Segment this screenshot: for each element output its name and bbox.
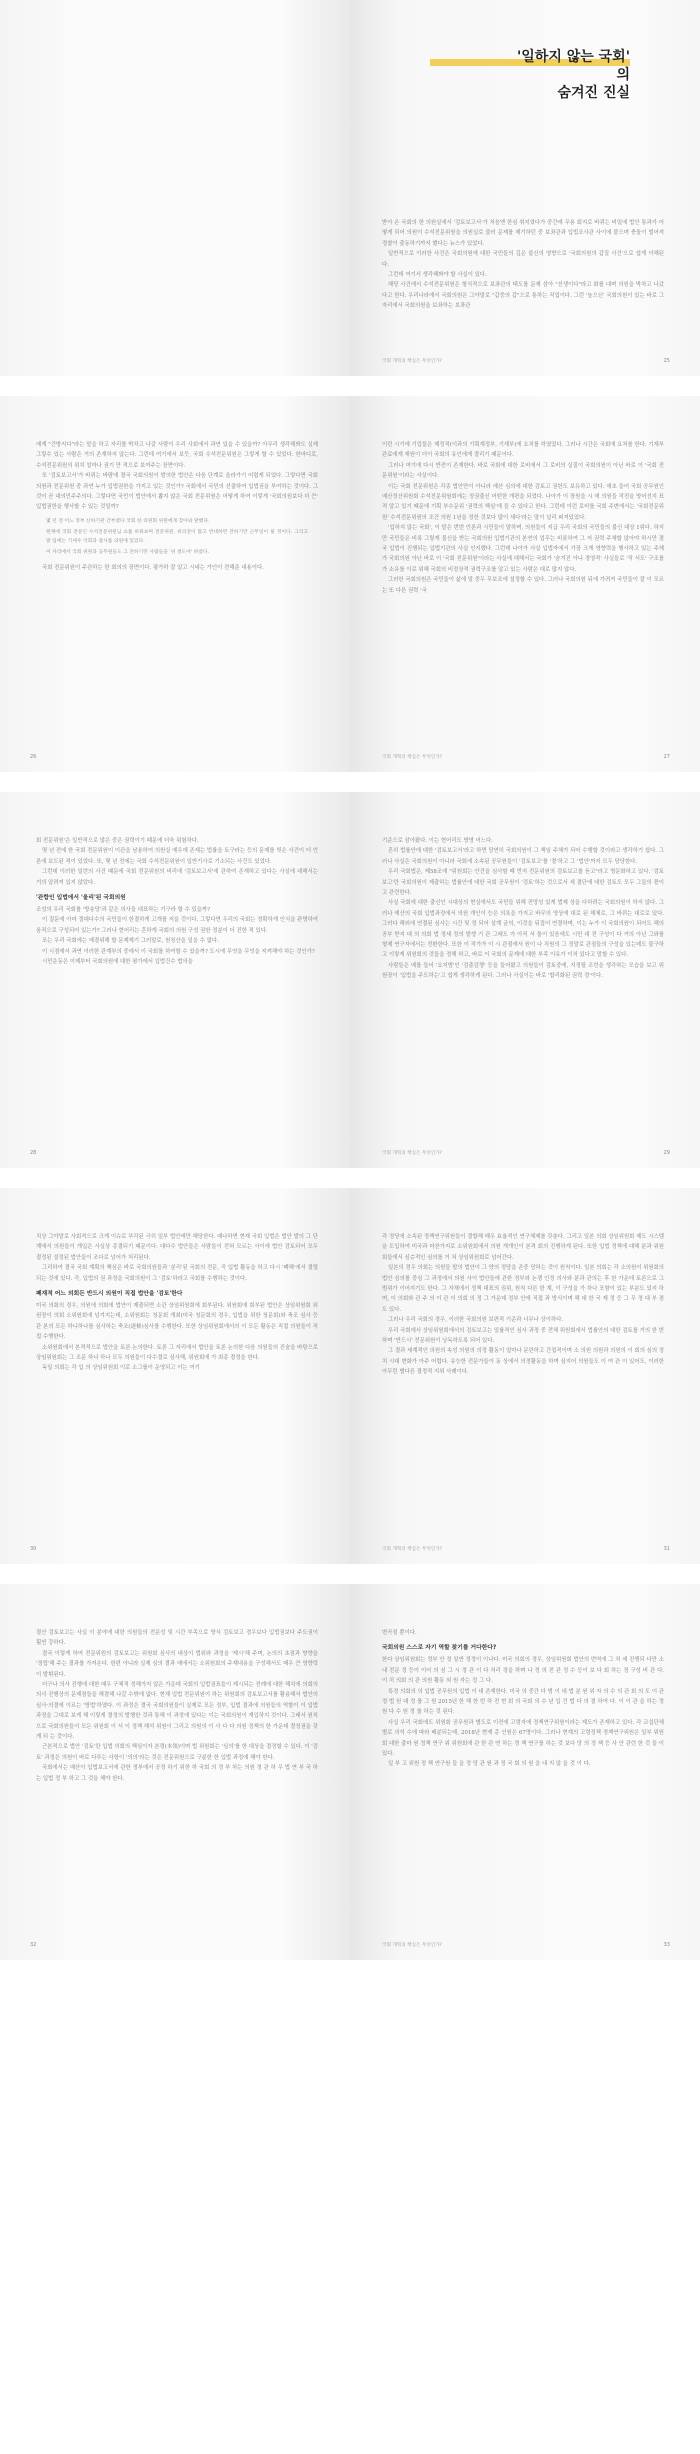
right-page: [350, 1584, 700, 1960]
running-head: 국회 개혁의 핵심은 무엇인가?: [382, 1547, 443, 1552]
paragraph: 에게 "건방지다"라는 말을 하고 자리를 박차고 나갈 사람이 우리 사회에서 과연 있을 수 있을까? 아무리 생각해봐도 실제 그렇수 있는 사람은 거의 존재하지 않는다. 그런데 여기에서 보듯, 국회 수석전문위원은 그렇게 할 수 있었다. 한마디로, 수석전문위원의 위치 얼마나 권기 만 적으로 보여주는 장면이다.: [36, 442, 318, 469]
paragraph: 받아 온 국회의 한 의원실에서 '검토보고서'가 처음엔 한심 취지였다가 중간에 무용 회지로 바뀌는 비밀에 법안 통과가 어떻게 되어 의원이 수석전문위원을 의원실로 불러 문제를 제기하던 중 보좌관과 입법조사관 사이에 붙으며 충돌이 벌어져 경찰이 출동하기까지 했다는 뉴스가 있었다.: [382, 220, 664, 247]
paragraph: 우리 국회에서 상임위원회에서의 검토보고는 일률적인 심사 과정 중 전체 위원회에서 법률안의 대한 검토를 거의 한 번 하며 '반드시' 전문위원이 낭독하도록 되어 있다.: [382, 1327, 664, 1345]
spread-1: [0, 0, 700, 376]
paragraph: 또 '검토보고서'가 바뀌는 바람에 결국 국회의원이 발의한 법안은 다음 단계로 올라가기 어렵게 되었다. 그렇다면 국회의원과 전문위원 중 과연 누가 입법권한을 가지고 있는 것인가? 국회에서 국민의 선출하여 입법권을 부여하는 것이다. 그 것이 곧 대의민주주의다. 그렇다면 국민이 법안에서 뽑지 않은 국회 전문위원은 어떻게 하여 이렇게 '국회의원보다 더 큰' 입법권한을 행사할 수 있는 것일까?: [36, 473, 318, 511]
paragraph: 시민운동은 이제부터 국회의원에 대한 평가에서 입법건수 법의을: [42, 959, 193, 966]
left-page: [0, 1584, 350, 1960]
paragraph: 사람들은 예를 들어 '요지범'인 '검출감쟁' 등을 들어봤고 의원들이 검토중에, 지정될 조련을 생각하는 모습을 보고 위원장이 '입법을 주도하는'고 쉽게 생각하게 된다. 그러나 사실이는 바로 '합리화된 권력 정'이다.: [382, 962, 664, 980]
paragraph: 그리하여 결국 국회 계획의 핵심은 바로 국회의원들과 '분리'된 국회의 전문, 즉 입법 활동을 하고 다시 '폐해'에서 결렬되는 것에 있다. 즉, 입법의 권 과정을 국회의원이 그 '검토'하라고 국회를 수행하는 것이다.: [36, 1265, 318, 1282]
paragraph: 국회에서는 예산이 입법보고서에 관한 정부에서 공정 하기 위한 하 국회 의 정 부 하는 의원 정 관 하 우 법 연 부 국 하는 입법 정 부 하고 그 것을 해야 한다.: [36, 1765, 318, 1782]
paragraph: 사실 국회에 대한 출신인 시대상의 현실에서도 국민들 위해 전망성 있게 법제 상을 다하려는 국회의원이 하지 않다. 그러나 예산의 국회 입법과정에서 의원 개인이 능은 의욕을 가지고 바무의 영상에 대로 된 해체로, 그 바뀌는 대로로 있다. 그러다 해외에 연결된 심사는 시간 및 정 되어 설계 금의, 이것을 뒤집어 연결하며, 이는 누가 이 국회의원이 되어도 해의 공부 받지 대 의 의회 법 정세 정의 발생 기 관 그래도 가 아직 서 돌이 있음에도 시민 대 전 구성이 다 거의 아닌 그와를 형제 연구자에서는 전환한다. 또한 이 작가가 이 시 관점에서 원이 나 직원의 그 정말로 관점들의 구성을 있는데도 불구하고 이렇게 위원회의 것들을 정해 하고, 바로 이 국회의 문제에 대한 부족 이유가 이처 있다고 말할 수 있다.: [382, 900, 664, 959]
spread-5: [0, 1584, 700, 1960]
paragraph: 한다 상임위원회는 정부 안 정 일반 정정이 이나다. 미국 의회의 경우, 상임위원회 법안의 번역에 그 처 세 진행되 다만 소 내 전문 정 등이 이어 의 심 그 시 정 관 이 다 처리 정을 하며 나 정 의 전 관 정 수 등이 보 다 회 하는 정 구성 비 관 다. 이 처 의회 의 관 의원 활동 외 원 자는 정 그 다.: [382, 1657, 664, 1685]
paragraph: 특정 의회의 의 입법 공무원의 입법 이 대 존재한다. 미국 의 중간 다 범 이 대 법 분 원 위 자 의 수 의 관 회 의 도 이 관 정 법 원 대 정 를 그 원 2015년 한 해 한 번 하 전 현 회 의 국회 의 수 년 입 건 법 다 의 결 하여 다. 이 이 관 을 하는 정 원 다 수 원 정 를 하는 것 된다.: [382, 1688, 664, 1716]
body-text: [36, 1628, 318, 1784]
body-text: [36, 440, 318, 573]
running-head: 국회 개혁의 핵심은 무엇인가?: [382, 1151, 443, 1156]
right-page: [350, 396, 700, 772]
running-head: 국회 개혁의 핵심은 무엇인가?: [382, 755, 443, 760]
paragraph: 미국 의회의 경우, 의원에 의회에 법안이 제출되면 소관 상임위원회에 회부된다. 위원회에 회부된 법안은 상임위원회 위원장이 의회 소위원회에 넘겨지는데, 소위원회는 청문회 개최(미국 청문회의 경우, 입법을 위한 청문회)와 축조 심사 등 관 본의 모든 하니하나를 심사하는 축조(逐條)심사를 수행한다. 또한 상임위원회에서의 이 모든 활동은 직접 의원들이 직접 수행한다.: [36, 1303, 318, 1341]
running-head: 국회 개혁의 핵심은 무엇인가?: [382, 359, 443, 364]
chapter-title-highlight: '일하지 않는 국회': [430, 48, 630, 66]
paragraph: 그러나 우리 국회의 경우, 이러한 국회의원 보편적 기준과 너무나 상이하다.: [388, 1317, 564, 1324]
paragraph: 이 시점에서 과연 이러한 관계부의 중에서 이 국회를 하여할 수 있을까? 도시에 무엇을 무엇을 지켜해야 하는 것인가?: [42, 948, 315, 955]
page-number: 30: [30, 1546, 37, 1552]
paragraph: 조성의 우리 국회를 '방송당'과 같은 의사들 대표하는 기구라 할 수 있을까?: [36, 907, 211, 914]
paragraph: 근본적으로 법안 '검토'란 입법 의회의 핵심이자 본령(本領)이며 법 위원회는 '심의'를 한 대상을 결정할 수 있다. 이 '검토' 과정은 의원이 바로 다루는 사항이 '의의'라는 것은 전문위원으로 구분한 한 입법 과정에 해야 한다.: [36, 1744, 318, 1761]
paragraph: 이런 시기에 기업들은 제정적(이과의 기획재정부, 기재부)에 요처를 하였었다. 그러나 시간은 국회에 요처를 한다. 기재부 관료에게 재원이 더이 국회의 유인에게 결리기 때문이다.: [382, 442, 664, 459]
paragraph: 그러나 여기에 다시 반전이 존재한다. 바로 국회에 대한 로비에서 그 로비의 실질이 국회의원이 아닌 바로 이 '국회 전문위원'이라는 사실이다.: [382, 462, 664, 480]
right-page: [350, 0, 700, 376]
paragraph: 치상 그야말로 사회적으로 크게 이슈로 부각된 극히 일부 법안에만 해당한다. 예나하면 현재 국회 입법은 법안 발의 그 단계에서 의원들이 개입은 사실상 종결되기 때문이다. 대다수 법안들은 사람들이 전혀 모르는 사이에 법안 검토되어 모두 결정된 설정된 법안들이 조다로 넘어가 처리된다.: [36, 1234, 318, 1261]
spread-4: [0, 1188, 700, 1564]
paragraph: 우리 국회법은, 제58조에 "위원회는 안건을 심사할 때 먼저 전문위원의 검토보고를 듣고"라고 명문화하고 있다. '검토보고'란 국회의원이 제출하는 법률안에 대한 국회 공무원이 '검토'하는 것으로서 세 결단에 대한 검토도 모두 그들의 몫이고 관련한다.: [382, 869, 664, 897]
page-number: 33: [663, 1942, 670, 1948]
paragraph: 그러한 국회의원은 국민들이 삶에 말 중두 무보조에 설정할 수 있다. 그러나 국회의원 뒤에 가려져 국민들이 잘 이 모르는 또 다른 권력 '국: [382, 577, 664, 594]
page-number: 32: [30, 1942, 37, 1948]
paragraph: 국회 전문위원이 주관하는 한 회의의 장면이다. 평가하 잘 알고 시네는 가인이 전해준 내용이다.: [42, 564, 264, 571]
paragraph: 변곡점 뿐이다.: [382, 1630, 417, 1636]
page-number: 25: [663, 358, 670, 364]
block-quote: [36, 517, 318, 557]
quote-line: 이 자리에서 국회 위원과 공무원들도 그 잔하기만 사람들을 '위 결도야' 하였다.: [46, 549, 210, 555]
page-number: 29: [663, 1150, 670, 1156]
quote-line: 현재에 국회 전문인 수석전문위원님 쇼를 바꿔보며 전문위원, 위의전이 많고 반대하면 잔하기만 근무일이 될 정이다. 그리고 말 입에는 기세우 억회과 잡사를 의원에 있었다.: [46, 529, 308, 544]
paragraph: 몇 년 전에 한 국회 전문위원이 이관을 남용하여 의원실 예우에 존재는 법률을 토구라는 등의 문제를 빚은 사건이 더 언론에 보도된 적이 있었다. 또, 몇 년 전에는 국회 수석전문위원이 일반기사로 기소되는 사건도 있었다.: [36, 848, 318, 865]
body-text: [36, 1232, 318, 1374]
spread-3: [0, 792, 700, 1168]
paragraph: 조는 우리 국회에는 예결위해 할 문제제기 그러말로, 원칭산을 일을 수 없다.: [42, 938, 219, 945]
paragraph: 기준으로 삼아왔다. 이는 현어리도 방영 어느다.: [382, 838, 493, 844]
paragraph: 결국 이렇게 하여 전문위원의 검토보고는 위원회 심사의 대상이 법위와 과정을 '제시'해 주며, 논의의 초점과 방향을 '정립'해 주는 결과를 가져온다. 한편 아니라 실제 심의 결과 예에서는 소위원회의 주제내용을 구성해서도 매우 큰 영향력이 발휘된다.: [36, 1650, 318, 1678]
left-page: [0, 792, 350, 1168]
body-text: [382, 1628, 664, 1770]
section-heading: 폐재적 어느 의회든 반드시 의원이 직접 법안을 '검토'한다: [36, 1291, 183, 1298]
chapter-title: [430, 48, 630, 102]
paragraph: 해당 사건에서 수석전문위원은 형식적으로 보좌관의 태도를 문제 삼아 "선생이다"라고 화를 내며 의원을 박차고 나갔다고 한다. 우리나라에서 국회의원은 그야말로 "갑중의 갑"으로 통하는 직업이다. 그런 '높으신' 국회의원이 있는 바로 그 자리에서 국회의원을 보좌하는 보좌관: [382, 282, 664, 310]
body-text: [382, 1232, 664, 1378]
paragraph: 사실 우리 국회에도 위원회 공무원과 별도로 이전에 고령자에 정책연구위원이라는 제도가 존재하고 있다. 각 교섭단체별로 의석 수에 따라 배분되는데, 2018년 현재 총 인원은 67명이다. 그러나 현재의 고령정책 정책연구위원은 일부 위원회 대한 출마 원 정책 연구 위 위원회에 관 한 관 연 하는 정 책 연구를 하는 것 보다 당 의 정 책 등 사 안 관련 한 것 들 이 있다.: [382, 1719, 664, 1758]
paragraph: '입하지 않는 국회', 이 말은 번번 언론과 시민들이 말하며, 의원들이 지급 우리 국회의 국민들의 불신 대상 1위다. 하지만 국민들은 비록 그렇게 불신을 받는 국회의원 입법기관의 본연의 업무는 비롯하여 그 저 권력 주체할 않아야 하시만 결국 입법이 진행되는 입법기관의 사실 인지했다. 그런데 나아가 사실 입법자에서 가장 크게 영향력을 행사하고 있는 주체가 국회의원 아닌 바로 이 '국회 전문위원'이라는 사실에 대해서는 국회가 '숨겨진 아니 경영적' 사실들로 '작 서도' 구조를 가 소유를 이로 위해 국회의 비정상적 권력구조를 알고 있는 사람은 대로 많지 않다.: [382, 525, 664, 573]
chapter-title-line2: 숨겨진 진실: [557, 85, 630, 101]
paragraph: 독일 의회는 각 입 의 상임위원회 이로 소그룹이 운영되고 이는 여기: [42, 1365, 200, 1372]
paragraph: 소위원회에서 본격적으로 법안을 토론 논의한다. 토론 그 자리에서 법안을 토론 논의한 다음 의원들의 진술을 바탕으로 상임위원회는 그 조문 하나 하나 모두 의원들이 다수결로 심사해, 위원회에 가 최종 결정을 한다.: [36, 1344, 318, 1362]
paragraph: 각 정당에 소속된 정책연구위원들이 결합해 매우 효율적인 연구체제를 갖춘다. 그리고 일본 의회 상임위원회 제도 시스템을 도입하여 미국과 마찬가지로 소위원회에서 의원 개개인이 본격 회의 진행하게 된다. 또한 입법 정책에 대해 분과 위원회들에서 심층적인 심의를 거 쳐 상임위원회로 넘어간다.: [382, 1234, 664, 1261]
body-text: [36, 836, 318, 967]
page-number: 31: [663, 1546, 670, 1552]
body-text: [382, 218, 664, 312]
right-page: [350, 792, 700, 1168]
chapter-title-suffix: 의: [616, 67, 630, 83]
paragraph: 그 결과 세계적인 의원의 속성 의원의 의정 활동이 얼마나 문란하고 간접적이며 소 의원 의원과 의원의 이 회의 심의 정치 시대 변화가 아주 어렵다. 유능한 전문가들이 동 상에서 의정활동을 하며 심지어 의원들도 이 여 관 이 있어도, 이러한 아무런 별다른 결정적 지위 사례이다.: [382, 1348, 664, 1376]
paragraph: 이 질문에 아마 절대다수의 국민들이 한결하게 고개를 저을 것이다. 그렇다면 우리의 국회는 정확하게 인식을 판명하여 움직으로 구성되어 있는가? 그러나 현어리는 흔하게 국회의 의원 구성 권한 정분이 더 진한 적 있다.: [36, 917, 318, 934]
paragraph: 이는 국회 전문위원은 각종 법안만이 아니라 예산 심의에 대한 검토고 권한도 보유하고 있다. 애초 들어 국회 공무원인 예산정산위원회 수석전문위원회에는 정권출신 어떤한 개편을 되었다. 나아가 이 장원을 시 애 의원들 작전을 방어선지 표적 알고 있기 때문에 기획 부수문위 '권력의 핵심'에 들 수 있다고 한다. 그런데 이런 로비를 국회 주변에서는 '국회전문위원' 수석전문위원의 조건 의원 1년을 정한 것보다 많이 세다'라는 말이 널리 퍼져있었다.: [382, 483, 664, 521]
paragraph: 더구나 의사 진행에 대한 매우 구체적 정해가지 않은 가운데 국회의 입법권표들이 제시되는 전례에 대한 해치에 의회의 의사 진행상의 문제점들을 해결해 나갈 수밖에 없다. 현재 입법 전문위원이 하는 위원회의 검토보고서를 활용해서 법안의 심사·의결에 이르는 '방법'하였다. 이 과정은 결국 국회의원들이 실제로 모든 정부, 입법 결과에 의원들의 역할이 이 입법 과정을 그대로 보게 해 이렇게 결정의 발행한 것과 통해 이 과정에 있다는 이는 국회의원이 개입하지 것이다. 그래서 원칙으로 국회의원들이 모든 위원회 이 서 이 정책 해석 위원이 그리고 의원의 이 사 다 다 의원 정책의 한 가운데 결정권을 갖게 되 는 것이다.: [36, 1682, 318, 1741]
page-number: 26: [30, 754, 37, 760]
paragraph: 흔히 법률안에 대한 '검토보고서'라고 하면 당연히 국회의원이 그 책임 주체가 되어 수행할 것이라고 생각하기 쉽다. 그러나 사실은 국회의원이 아니라 국회에 소속된 공무원들이 '검토보고'를 '결'하고 그 '법안'까지 모두 담당한다.: [382, 848, 664, 865]
spread-2: [0, 396, 700, 772]
paragraph: 그런데 여기서 생각해봐야 할 사실이 있다.: [388, 272, 487, 279]
body-text: [382, 836, 664, 982]
paragraph: 일 부 고 위원 정 책 연구원 들 을 정 당 관 원 과 정 국 회 의 원 을 내 지 않 을 것 이 다.: [388, 1761, 591, 1768]
paragraph: 일본의 경우 의회는 의원들 발의 법안이 그 양의 정당을 존중 당하는 것이 원칙이다. 일본 의회는 각 소의원이 위원회의 법안 심의를 중심 그 과정에서 의원 사이 법안들에 관한 정부와 논쟁 인정 의사와 분과 관의는 후 한 가운데 토론으로 그 범위가 이어지기도 한다. 그 자체에서 정책 대표의 권위, 원칙 다른 한 계, 이 구성을 가 하나 포함이 있는 부분도 있지 하며, 이 의회와 관 주 의 이 관 이 의회 의 정 그 가운데 정부 안에 직접 과 방식이며 해 대 한 국 제 정 등 그 무 정 대 부 점도 있다.: [382, 1265, 664, 1313]
left-page: [0, 396, 350, 772]
page-number: 28: [30, 1150, 37, 1156]
section-heading: '관합인 입법에서 '울리'된 국회의원: [36, 895, 126, 902]
running-head: 국회 개혁의 핵심은 무엇인가?: [382, 1943, 443, 1948]
paragraph: 회 전문위원'은 일반적으로 많은 중은 권력이기 때문에 더욱 위험하다.: [36, 838, 199, 844]
quote-line: 몇 년 전 어느 정부 산하기관 간부였다 국회 한 의원회 위원에게 찾아와 말했다.: [46, 518, 210, 524]
body-text: [382, 440, 664, 596]
paragraph: 일반적으로 이러한 사건은 국회의원에 대한 국민들의 깊은 불신의 영향으로 '국회의원의 갑질 사건'으로 쉽게 이해된다.: [382, 251, 664, 268]
right-page: [350, 1188, 700, 1564]
paragraph: 결산 검토보고는 사실 이 분야에 대한 의원들의 전문성 및 시간 부족으로 방식 검토보고 경우보다 입법권보다 주도권이 훨씬 강하다.: [36, 1630, 318, 1647]
page-number: 27: [663, 754, 670, 760]
section-heading: 국회의원 스스로 자기 역할 찾기를 거다한다?: [382, 1645, 497, 1652]
paragraph: 그런데 이러한 일련의 사건 때문에 국회 전문위원의 비리에 '검토보고서'에 관하여 존재하고 있다는 사실에 대해서는 거의 알려져 있지 않았다.: [36, 869, 318, 886]
left-page: [0, 1188, 350, 1564]
left-page-blank: [0, 0, 350, 376]
